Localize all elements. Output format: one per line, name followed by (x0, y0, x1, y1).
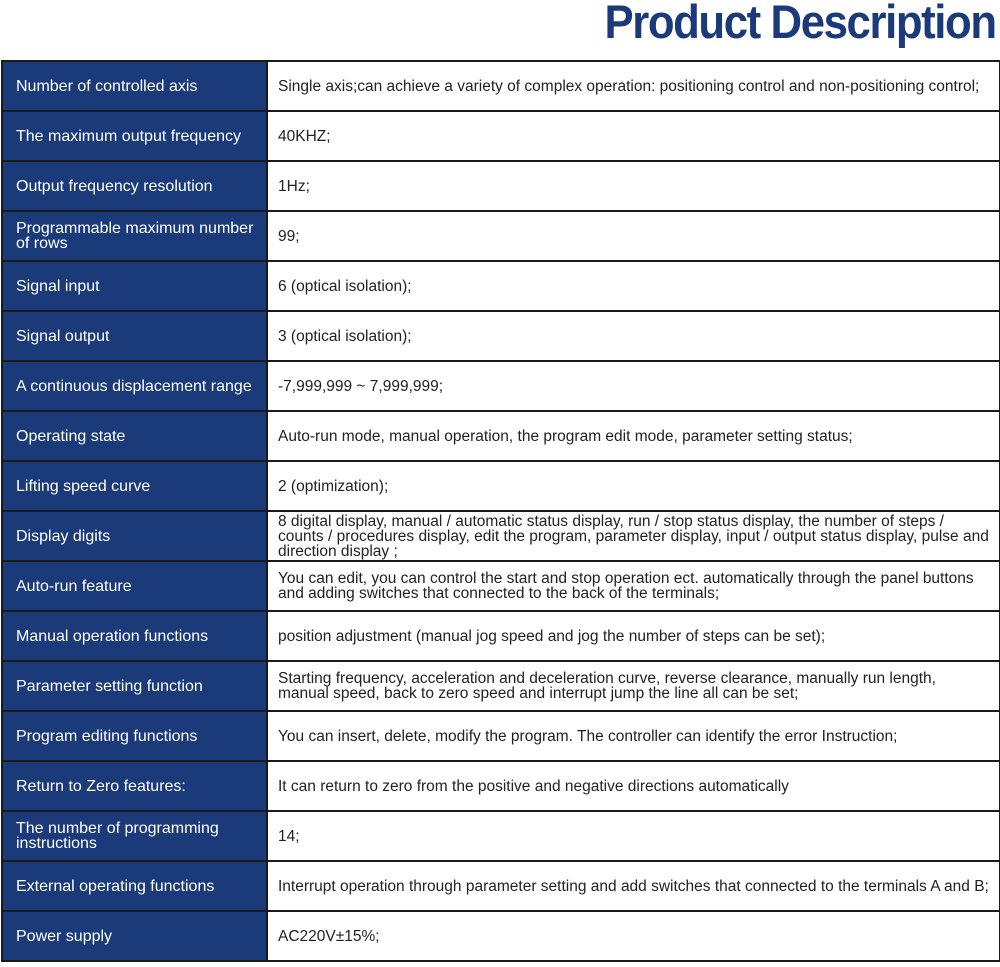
spec-value: 2 (optimization); (268, 462, 999, 510)
spec-row (3, 862, 999, 912)
spec-label: External operating functions (3, 862, 268, 910)
spec-row (3, 62, 999, 112)
spec-value: position adjustment (manual jog speed and jog the number of steps can be set); (268, 612, 999, 660)
spec-value: 3 (optical isolation); (268, 312, 999, 360)
spec-row (3, 312, 999, 362)
spec-row (3, 662, 999, 712)
spec-value: 99; (268, 212, 999, 260)
spec-value: It can return to zero from the positive and negative directions automatically (268, 762, 999, 810)
spec-value: Starting frequency, acceleration and deceleration curve, reverse clearance, manually run length, manual speed, back to zero speed and interrupt jump the line all can be set; (268, 662, 999, 710)
page-title: Product Description (604, 0, 996, 48)
spec-label: Power supply (3, 912, 268, 960)
spec-value: AC220V±15%; (268, 912, 999, 960)
spec-row (3, 212, 999, 262)
spec-row (3, 112, 999, 162)
spec-label: The number of programming instructions (3, 812, 268, 860)
spec-row (3, 562, 999, 612)
spec-label: The maximum output frequency (3, 112, 268, 160)
spec-label: Lifting speed curve (3, 462, 268, 510)
spec-value: 8 digital display, manual / automatic status display, run / stop status display, the number of steps / counts / procedures display, edit the program, parameter display, input / output status display, pulse and direction display ; (268, 512, 999, 560)
spec-row (3, 512, 999, 562)
spec-row (3, 362, 999, 412)
spec-row (3, 462, 999, 512)
spec-value: Single axis;can achieve a variety of complex operation: positioning control and non-positioning control; (268, 62, 999, 110)
spec-label: Manual operation functions (3, 612, 268, 660)
spec-table (1, 60, 1000, 962)
spec-row (3, 612, 999, 662)
spec-row (3, 912, 999, 962)
spec-label: Display digits (3, 512, 268, 560)
spec-label: Programmable maximum number of rows (3, 212, 268, 260)
spec-value: You can edit, you can control the start and stop operation ect. automatically through the panel buttons and adding switches that connected to the back of the terminals; (268, 562, 999, 610)
spec-row (3, 162, 999, 212)
spec-label: Operating state (3, 412, 268, 460)
spec-row (3, 812, 999, 862)
spec-row (3, 712, 999, 762)
spec-label: Number of controlled axis (3, 62, 268, 110)
spec-label: Program editing functions (3, 712, 268, 760)
spec-value: 40KHZ; (268, 112, 999, 160)
spec-value: 14; (268, 812, 999, 860)
spec-label: Signal input (3, 262, 268, 310)
spec-label: A continuous displacement range (3, 362, 268, 410)
spec-label: Return to Zero features: (3, 762, 268, 810)
spec-label: Parameter setting function (3, 662, 268, 710)
spec-value: -7,999,999 ~ 7,999,999; (268, 362, 999, 410)
spec-value: Interrupt operation through parameter setting and add switches that connected to the terminals A and B; (268, 862, 999, 910)
spec-value: You can insert, delete, modify the program. The controller can identify the error Instruction; (268, 712, 999, 760)
spec-value: Auto-run mode, manual operation, the program edit mode, parameter setting status; (268, 412, 999, 460)
spec-value: 1Hz; (268, 162, 999, 210)
spec-label: Auto-run feature (3, 562, 268, 610)
spec-value: 6 (optical isolation); (268, 262, 999, 310)
spec-label: Signal output (3, 312, 268, 360)
spec-row (3, 262, 999, 312)
spec-row (3, 762, 999, 812)
spec-label: Output frequency resolution (3, 162, 268, 210)
spec-row (3, 412, 999, 462)
